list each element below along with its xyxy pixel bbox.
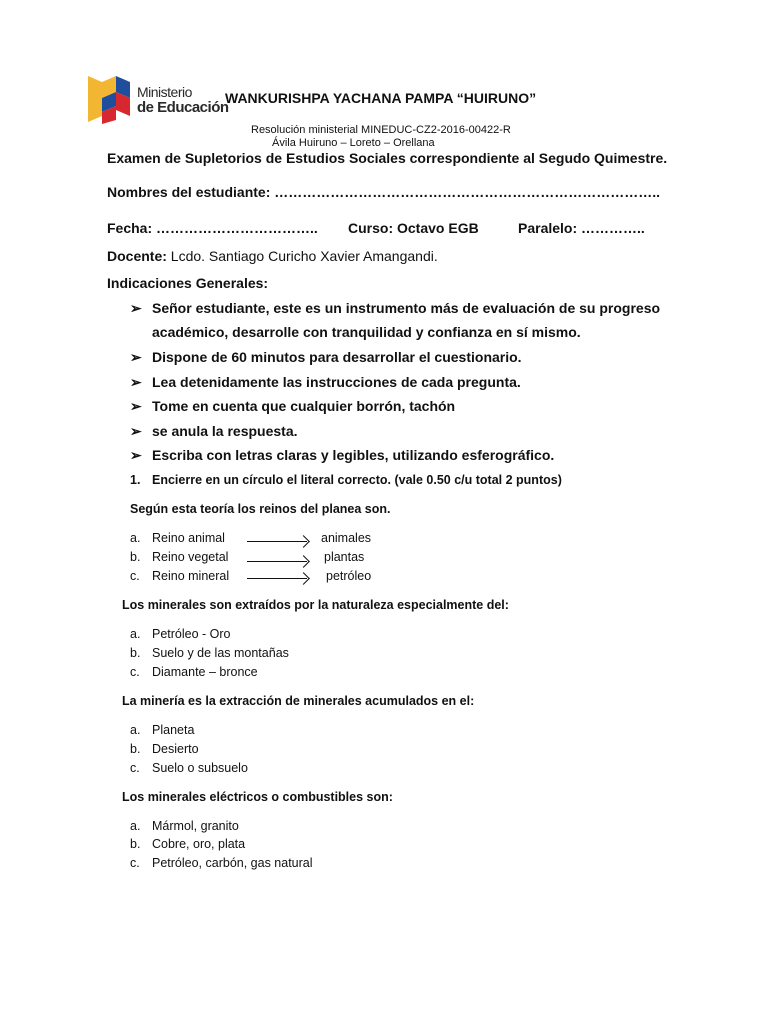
option-item: a. Reino animal bbox=[130, 531, 225, 545]
option-item: c. Diamante – bronce bbox=[130, 665, 258, 679]
option-item: a. Mármol, granito bbox=[130, 819, 239, 833]
logo-line2: de Educación bbox=[137, 99, 229, 116]
option-item: a. Petróleo - Oro bbox=[130, 627, 231, 641]
instruction-item-continuation: académico, desarrolle con tranquilidad y confianza en sí mismo. bbox=[152, 324, 581, 340]
instruction-item: ➢ Señor estudiante, este es un instrumento más de evaluación de su progreso bbox=[130, 300, 661, 316]
logo-text bbox=[137, 85, 229, 115]
option-item: b. Reino vegetal bbox=[130, 550, 229, 564]
bullet-arrow-icon: ➢ bbox=[130, 374, 142, 390]
ministerio-logo bbox=[86, 72, 132, 124]
option-answer: plantas bbox=[324, 550, 365, 564]
option-item: c. Suelo o subsuelo bbox=[130, 761, 248, 775]
location-line: Ávila Huiruno – Loreto – Orellana bbox=[272, 137, 435, 149]
instruction-item: ➢ Dispone de 60 minutos para desarrollar el cuestionario. bbox=[130, 349, 522, 365]
option-answer: animales bbox=[321, 531, 372, 545]
question-1-number: 1. bbox=[130, 473, 141, 487]
instruction-item: ➢ Tome en cuenta que cualquier borrón, tachón bbox=[130, 398, 456, 414]
option-item: b. Cobre, oro, plata bbox=[130, 837, 246, 851]
teacher-label: Docente: bbox=[107, 248, 167, 264]
instructions-heading: Indicaciones Generales: bbox=[107, 275, 269, 291]
course-field: Curso: Octavo EGB bbox=[348, 220, 479, 236]
option-item: b. Desierto bbox=[130, 742, 199, 756]
student-name-field: Nombres del estudiante: ……………………………………………………………………….. bbox=[107, 184, 661, 200]
section-prompt: Los minerales son extraídos por la naturaleza especialmente del: bbox=[122, 598, 509, 612]
teacher-value: Lcdo. Santiago Curicho Xavier Amangandi. bbox=[166, 248, 438, 264]
option-item: b. Suelo y de las montañas bbox=[130, 646, 289, 660]
logo-line1: Ministerio bbox=[137, 84, 192, 100]
parallel-field: Paralelo: ………….. bbox=[518, 220, 645, 236]
bullet-arrow-icon: ➢ bbox=[130, 398, 142, 414]
bullet-arrow-icon: ➢ bbox=[130, 447, 142, 463]
bullet-arrow-icon: ➢ bbox=[130, 300, 142, 316]
teacher-line bbox=[107, 248, 438, 264]
instruction-item: ➢ Escriba con letras claras y legibles, utilizando esferográfico. bbox=[130, 447, 555, 463]
option-item: c. Reino mineral bbox=[130, 569, 230, 583]
resolution-line: Resolución ministerial MINEDUC-CZ2-2016-00422-R bbox=[251, 124, 511, 136]
school-name: WANKURISHPA YACHANA PAMPA “HUIRUNO” bbox=[225, 90, 537, 106]
option-item: c. Petróleo, carbón, gas natural bbox=[130, 856, 313, 870]
option-answer: petróleo bbox=[326, 569, 372, 583]
option-item: a. Planeta bbox=[130, 723, 195, 737]
question-1-text: Encierre en un círculo el literal correcto. (vale 0.50 c/u total 2 puntos) bbox=[152, 473, 562, 487]
instruction-item: ➢ Lea detenidamente las instrucciones de cada pregunta. bbox=[130, 374, 521, 390]
exam-title: Examen de Supletorios de Estudios Sociales correspondiente al Segudo Quimestre. bbox=[107, 150, 668, 166]
bullet-arrow-icon: ➢ bbox=[130, 423, 142, 439]
section-prompt: Los minerales eléctricos o combustibles son: bbox=[122, 790, 393, 804]
section-prompt: Según esta teoría los reinos del planea son. bbox=[130, 502, 391, 516]
instruction-item: ➢ se anula la respuesta. bbox=[130, 423, 298, 439]
date-field: Fecha: …………………………….. bbox=[107, 220, 318, 236]
section-prompt: La minería es la extracción de minerales acumulados en el: bbox=[122, 694, 475, 708]
bullet-arrow-icon: ➢ bbox=[130, 349, 142, 365]
